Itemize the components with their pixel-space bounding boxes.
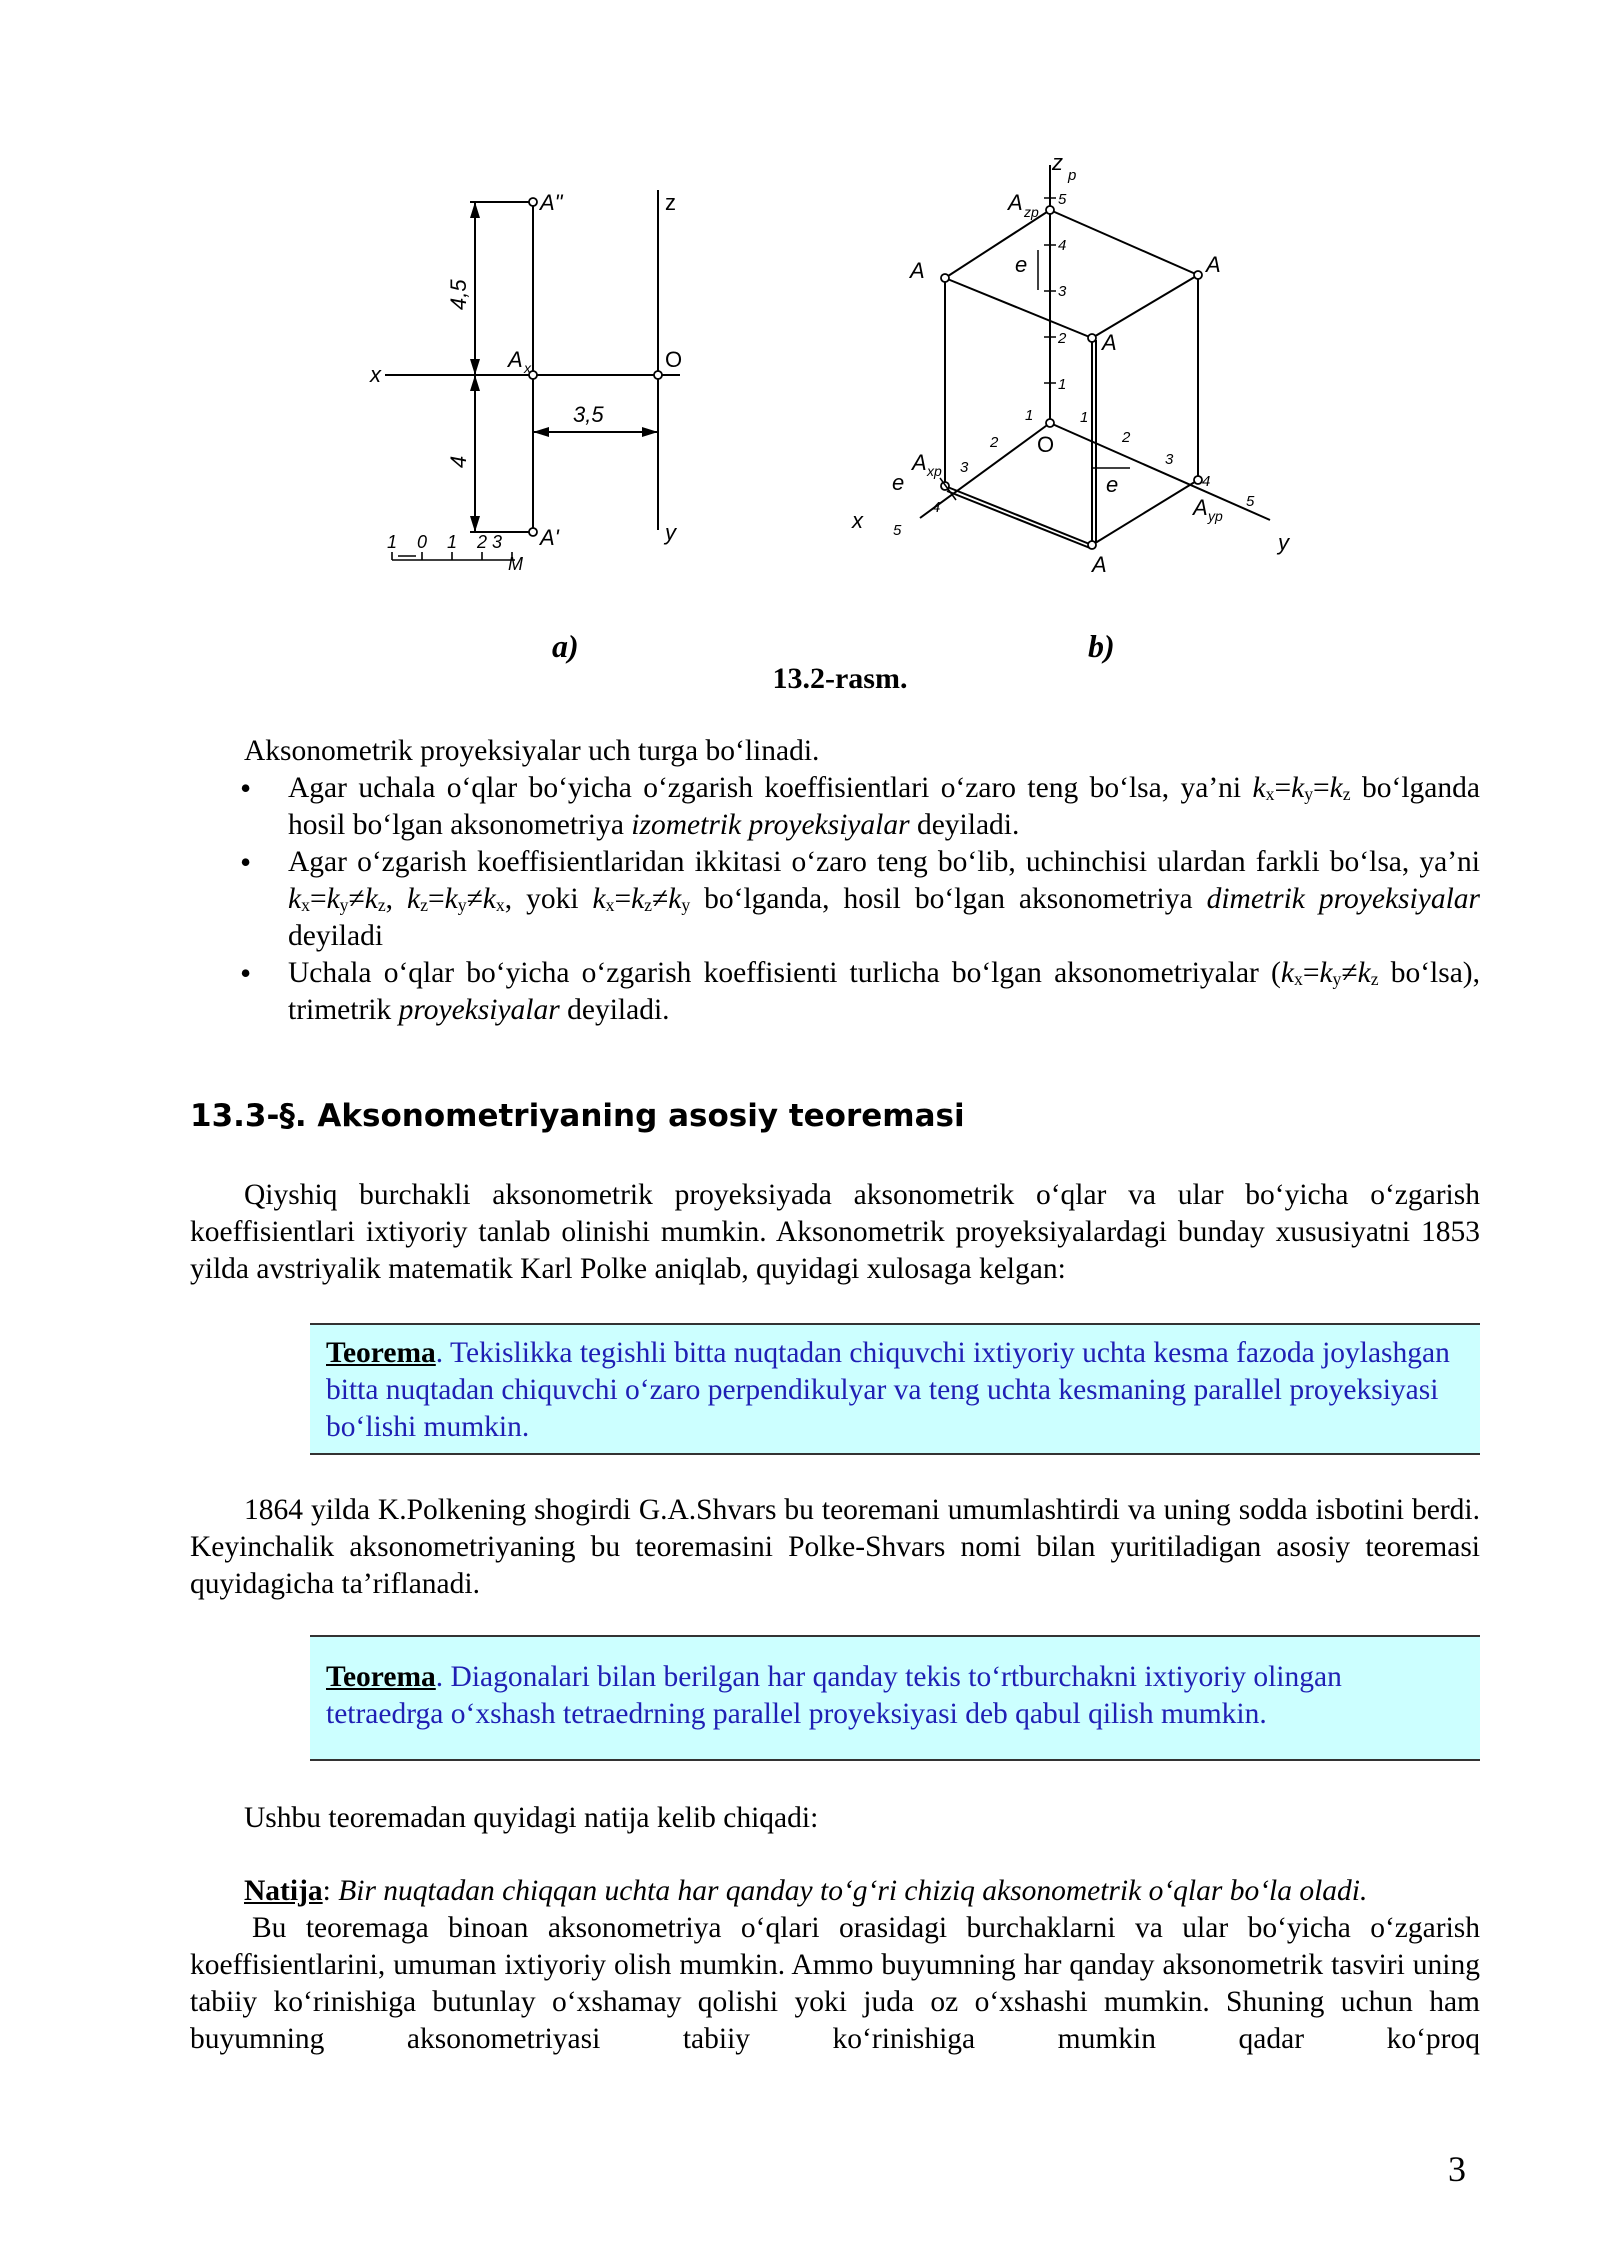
scale-tick: 1: [447, 532, 458, 552]
bullet-2-yoki: yoki: [512, 883, 593, 915]
label-ap-prime: A: [1092, 552, 1107, 577]
list-item-trimetric: • Uchala o‘qlar bo‘yicha o‘zgarish koeffisienti turlicha bo‘lgan aksonometriyalar ($k_x=k_y\ne k_z$ bo‘lsa), trimetrik proyeksiyalar deyiladi.: [190, 955, 1480, 1029]
figure-13-2: [340, 150, 1340, 710]
bullet-3-text-c: deyiladi.: [559, 994, 670, 1026]
result-text: Bir nuqtadan chiqqan uchta har qanday to‘g‘ri chiziq aksonometrik o‘qlar bo‘la oladi.: [338, 1875, 1368, 1907]
paragraph-conclusion: [190, 1910, 1480, 2058]
label-ayp: A: [1193, 495, 1208, 520]
label-zp-sub: p: [1068, 167, 1077, 184]
drawing-b: [920, 165, 1270, 548]
bullet-1-text-b: bo‘lganda hosil bo‘lgan aksonometriya: [288, 772, 1480, 841]
label-ayp-sub: yp: [1208, 508, 1223, 524]
bullet-3-text-a: Uchala o‘qlar bo‘yicha o‘zgarish koeffisienti turlicha bo‘lgan aksonometriyalar (: [288, 957, 1281, 989]
bullet-1-text-a: Agar uchala o‘qlar bo‘yicha o‘zgarish koeffisientlari o‘zaro teng bo‘lsa, ya’ni: [288, 772, 1253, 804]
label-a-prime: A': [540, 525, 559, 550]
result-label: Natija: [244, 1875, 323, 1907]
tick-x: 3: [960, 459, 969, 476]
tick-y: 1: [1080, 409, 1089, 426]
list-item-isometric: • Agar uchala o‘qlar bo‘yicha o‘zgarish koeffisientlari o‘zaro teng bo‘lsa, ya’ni $k_x=k_y=k_z$ bo‘lganda hosil bo‘lgan aksonometriya izometrik proyeksiyalar deyiladi.: [190, 770, 1480, 844]
bullet-1-text-c: deyiladi.: [909, 809, 1020, 841]
result-colon: :: [322, 1875, 339, 1907]
theorem-2-text: . Diagonalari bilan berilgan har qanday tekis to‘rtburchakni ixtiyoriy olingan tetraedrga o‘xshash tetraedrning parallel proyeksiyasi deb qabul qilish mumkin.: [326, 1661, 1342, 1730]
theorem-2-label: Teorema: [326, 1661, 436, 1693]
label-o: O: [665, 347, 683, 372]
tick-z: 1: [1058, 376, 1067, 393]
tick-y: 2: [1122, 429, 1131, 446]
term-dimetric: dimetrik proyeksiyalar: [1206, 883, 1480, 915]
label-yp: y: [1278, 530, 1289, 555]
label-ex: e: [892, 470, 905, 495]
scale-unit: M: [508, 554, 523, 574]
label-ax-sub: x: [524, 360, 531, 376]
theorem-box-1: [310, 1323, 1480, 1455]
dim-4-5: 4,5: [446, 279, 471, 310]
theorem-1-text: . Tekislikka tegishli bitta nuqtadan chiquvchi ixtiyoriy uchta kesma fazoda joylashgan bitta nuqtadan chiquvchi o‘zaro perpendikulyar va teng uchta kesmaning parallel proyeksiyasi bo‘lishi mumkin.: [326, 1337, 1450, 1443]
tick-x: 1: [1025, 407, 1034, 424]
figure-label-a: a): [552, 628, 579, 664]
label-ez: e: [1015, 252, 1028, 277]
label-x-axis: x: [370, 362, 381, 387]
label-axp-sub: xp: [927, 463, 942, 479]
drawing-a: [385, 190, 683, 532]
bullet-2-text-c: deyiladi: [288, 920, 384, 952]
tick-z: 3: [1058, 283, 1067, 300]
paragraph-shvars: [190, 1492, 1480, 1603]
paragraph-result-intro: [190, 1800, 1480, 1837]
list-item-dimetric: • Agar o‘zgarish koeffisientlaridan ikkitasi o‘zaro teng bo‘lib, uchinchisi ulardan farkli bo‘lsa, ya’ni $k_x=k_y\ne k_z$, $k_z=k_y\ne k_x$, yoki $k_x=k_z\ne k_y$ bo‘lganda, hosil bo‘lgan aksonometriya dimetrik proyeksiyalar deyiladi: [190, 844, 1480, 955]
tick-x: 2: [990, 434, 999, 451]
label-a-double-prime: A": [540, 190, 563, 215]
paragraph-result-intro-text: Ushbu teoremadan quyidagi natija kelib chiqadi:: [244, 1802, 819, 1834]
paragraph-polke: [190, 1177, 1480, 1288]
term-isometric: izometrik proyeksiyalar: [631, 809, 910, 841]
label-op: O: [1037, 432, 1055, 457]
tick-y: 5: [1246, 493, 1255, 510]
dim-4: 4: [446, 455, 471, 468]
scale-tick: 3: [492, 532, 503, 552]
label-z-axis: z: [665, 190, 676, 215]
intro-block: [190, 733, 1480, 1029]
figure-drawing: [340, 150, 1340, 620]
dim-3-5: 3,5: [573, 402, 604, 427]
label-ey: e: [1106, 472, 1119, 497]
section-heading: 13.3-§. Aksonometriyaning asosiy teoremasi: [190, 1098, 965, 1134]
theorem-1-label: Teorema: [326, 1337, 436, 1369]
term-trimetric: proyeksiyalar: [398, 994, 560, 1026]
bullet-2-text-b: bo‘lganda, hosil bo‘lgan aksonometriya: [690, 883, 1207, 915]
tick-z: 5: [1058, 191, 1067, 208]
paragraph-conclusion-text: Bu teoremaga binoan aksonometriya o‘qlari orasidagi burchaklarni va ular bo‘yicha o‘zgarish koeffisientlarini, umuman ixtiyoriy olish mumkin. Ammo buyumning har qanday aksonometrik tasviri uning tabiiy ko‘rinishiga butunlay o‘xshamay qolishi yoki juda oz o‘xshashi mumkin. Shuning uchun ham buyumning aksonometriyasi tabiiy ko‘rinishiga mumkin qadar ko‘proq: [190, 1912, 1480, 2055]
tick-z: 2: [1058, 330, 1067, 347]
label-azp: A: [1008, 190, 1023, 215]
paragraph-polke-text: Qiyshiq burchakli aksonometrik proyeksiyada aksonometrik o‘qlar va ular bo‘yicha o‘zgarish koeffisientlari ixtiyoriy tanlab olinishi mumkin. Aksonometrik proyeksiyalardagi bunday xususiyatni 1853 yilda avstriyalik matematik Karl Polke aniqlab, quyidagi xulosaga kelgan:: [190, 1179, 1480, 1285]
theorem-box-2: [310, 1635, 1480, 1761]
figure-caption: 13.2-rasm.: [772, 662, 908, 695]
label-axp: A: [912, 450, 927, 475]
figure-label-b: b): [1088, 628, 1115, 664]
tick-x: 5: [893, 522, 902, 539]
scale-tick: 0: [417, 532, 428, 552]
label-ap-triple-2: A: [1206, 252, 1221, 277]
result-line: [190, 1873, 1480, 1910]
page-number: 3: [1448, 2149, 1466, 2189]
tick-y: 3: [1165, 451, 1174, 468]
paragraph-shvars-text: 1864 yilda K.Polkening shogirdi G.A.Shvars bu teoremani umumlashtirdi va uning sodda isbotini berdi. Keyinchalik aksonometriyaning bu teoremasini Polke-Shvars nomi bilan yuritiladigan asosiy teoremasi quyidagicha ta’riflanadi.: [190, 1494, 1480, 1600]
axonometry-types-list: [190, 770, 1480, 1029]
bullet-2-text-a: Agar o‘zgarish koeffisientlaridan ikkitasi o‘zaro teng bo‘lib, uchinchisi ulardan farkli bo‘lsa, ya’ni: [288, 846, 1480, 878]
scale-bar: [392, 552, 515, 560]
tick-x: 4: [932, 499, 941, 516]
label-xp: x: [852, 508, 863, 533]
bullet-3-text-b: bo‘lsa), trimetrik: [288, 957, 1481, 1026]
tick-z: 4: [1058, 237, 1067, 254]
label-ap-triple: A: [910, 258, 925, 283]
label-zp: z: [1052, 150, 1063, 175]
label-ax: A: [508, 347, 523, 372]
label-y-axis: y: [665, 520, 676, 545]
intro-line: Aksonometrik proyeksiyalar uch turga bo‘linadi.: [244, 735, 820, 767]
label-azp-sub: zp: [1024, 204, 1039, 220]
tick-y: 4: [1202, 473, 1211, 490]
scale-tick: 1: [387, 532, 398, 552]
scale-tick: 2: [477, 532, 488, 552]
label-ap: A: [1102, 330, 1117, 355]
